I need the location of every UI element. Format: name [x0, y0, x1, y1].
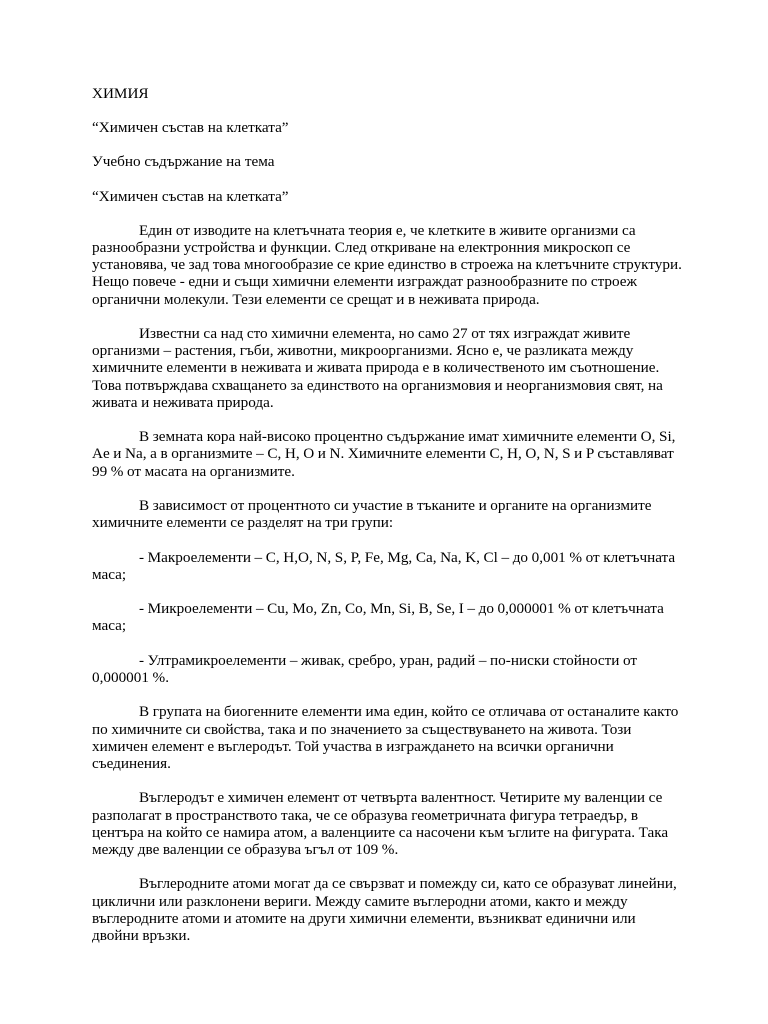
document-heading: ХИМИЯ [92, 85, 149, 102]
document-subtitle: Учебно съдържание на тема [92, 153, 275, 171]
document-title: “Химичен състав на клетката” [92, 119, 289, 137]
paragraph-carbon-valence: Въглеродът е химичен елемент от четвърта валентност. Четирите му валенции се разполагат в пространството така, че се образува геометричната фигура тетраедър, в центъра на който се намира атом, а валенциите са насочени към ъглите на фигурата. Така между две валенции се образува ъгъл от 109 %. [92, 789, 669, 858]
list-item-macroelements: - Макроелементи – C, H,O, N, S, P, Fe, Mg, Ca, Na, K, Cl – до 0,001 % от клетъчната маса; [92, 548, 676, 583]
paragraph-earth-crust: В земната кора най-високо процентно съдържание имат химичните елементи O, Si, Ae и Na, а в организмите – C, H, O и N. Химичните елементи C, H, O, N, S и P съставляват 99 % от масата на организмите. [92, 428, 676, 480]
document-topic: “Химичен състав на клетката” [92, 187, 289, 205]
list-item-ultramicroelements: - Ултрамикроелементи – живак, сребро, уран, радий – по-ниски стойности от 0,000001 %. [92, 651, 638, 686]
list-item-microelements: - Микроелементи – Cu, Mo, Zn, Co, Mn, Si, B, Se, I – до 0,000001 % от клетъчната маса; [92, 600, 664, 635]
paragraph-carbon-chains: Въглеродните атоми могат да се свързват и помежду си, като се образуват линейни, циклични или разклонени вериги. Между самите въглеродни атоми, както и между въглеродните атоми и атомите на други химични елементи, възникват единични или двойни връзки. [92, 875, 677, 944]
document-page [92, 85, 684, 944]
paragraph-cell-theory: Един от изводите на клетъчната теория е, че клетките в живите организми са разнообразни устройства и функции. След откриване на електронния микроскоп се установява, че зад това многообразие се крие единство в строежа на клетъчните структури. Нещо повече - едни и същи химични елементи изграждат разнообразните по строеж органични молекули. Тези елементи се срещат и в неживата природа. [92, 221, 682, 308]
paragraph-biogenic-elements: В групата на биогенните елементи има един, който се отличава от останалите както по химичните си свойства, така и по значението за съществуването на живота. Този химичен елемент е въглеродът. Той участва в изграждането на всички органични съединения. [92, 703, 679, 772]
paragraph-element-count: Известни са над сто химични елемента, но само 27 от тях изграждат живите организми – растения, гъби, животни, микроорганизми. Ясно е, че разликата между химичните елементи в неживата и живата природа е в количественото им съотношение. Това потвърждава схващането за единството на организмовия и неорганизмовия свят, на живата и неживата природа. [92, 325, 663, 411]
paragraph-element-groups: В зависимост от процентното си участие в тъканите и органите на организмите химичните елементи се разделят на три групи: [92, 497, 652, 532]
